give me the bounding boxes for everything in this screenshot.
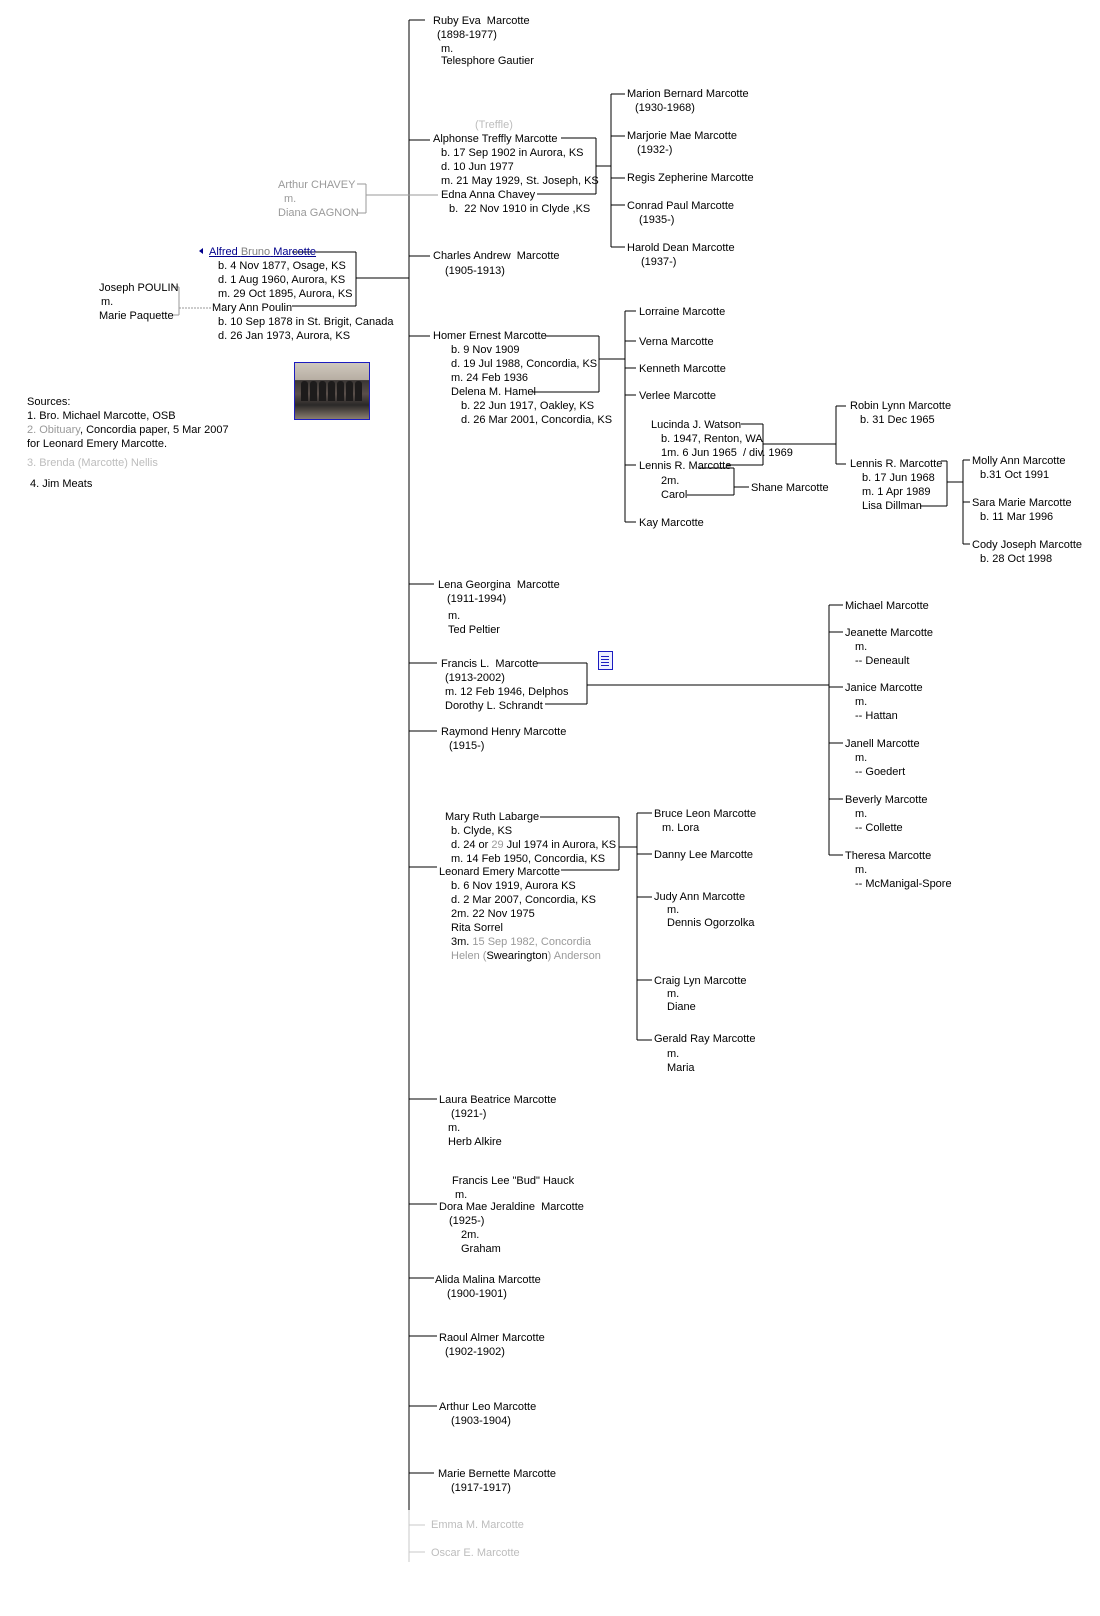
child-name: Oscar E. Marcotte	[431, 1547, 520, 1559]
family-photo-thumbnail[interactable]	[294, 362, 370, 420]
spouse-birth: b. 22 Jun 1917, Oakley, KS	[461, 400, 595, 412]
spouse-name: -- McManigal-Spore	[855, 878, 952, 890]
spouse-name: -- Hattan	[855, 710, 898, 722]
child-dates: (1905-1913)	[445, 265, 505, 277]
marriage-label: m.	[455, 1189, 468, 1201]
spouse-name: Rita Sorrel	[451, 922, 503, 934]
nickname: (Treffle)	[475, 119, 513, 131]
father-name-link[interactable]: Alfred Bruno Marcotte	[209, 246, 317, 258]
marriage-label: m.	[667, 988, 680, 1000]
child-dates: (1902-1902)	[445, 1346, 505, 1358]
marriage-date: m. 24 Feb 1936	[451, 372, 529, 384]
spouse-name: Diane	[667, 1001, 696, 1013]
marriage-label: m.	[441, 43, 454, 55]
spouse-name: Dennis Ogorzolka	[667, 917, 755, 929]
grandchild-dates: (1932-)	[637, 144, 673, 156]
marriage-label: m.	[855, 696, 868, 708]
grandparent-name: Joseph POULIN	[99, 282, 179, 294]
grandchild-name: Verna Marcotte	[639, 336, 714, 348]
child-birth: b. 6 Nov 1919, Aurora KS	[451, 880, 576, 892]
child-dates: (1915-)	[449, 740, 485, 752]
great-grandchild-name: Shane Marcotte	[751, 482, 829, 494]
marriage-label: m.	[667, 1048, 680, 1060]
spouse-birth: b. 22 Nov 1910 in Clyde ,KS	[449, 203, 591, 215]
spouse-birth: b. 1947, Renton, WA	[661, 433, 763, 445]
grandchild-name: Bruce Leon Marcotte	[654, 808, 757, 820]
spouse-name: Telesphore Gautier	[441, 55, 534, 67]
child-name: Ruby Eva Marcotte	[433, 15, 530, 27]
descendant-name: Sara Marie Marcotte	[972, 497, 1072, 509]
child-dates: (1911-1994)	[447, 593, 507, 605]
grandchild-name: Marion Bernard Marcotte	[627, 88, 749, 100]
child-death: d. 19 Jul 1988, Concordia, KS	[451, 358, 598, 370]
grandchild-name: Jeanette Marcotte	[845, 627, 934, 639]
marriage-date: 3m. 15 Sep 1982, Concordia	[451, 936, 592, 948]
sources-heading: Sources:	[27, 396, 71, 408]
descendant-name: Molly Ann Marcotte	[972, 455, 1066, 467]
spouse-birth: b. Clyde, KS	[451, 825, 513, 837]
grandchild-name: Lorraine Marcotte	[639, 306, 726, 318]
marriage-date: m. 12 Feb 1946, Delphos	[445, 686, 569, 698]
descendant-birth: b.31 Oct 1991	[980, 469, 1050, 481]
child-name: Alida Malina Marcotte	[435, 1274, 541, 1286]
spouse-name: -- Collette	[855, 822, 903, 834]
grandchild-name: Gerald Ray Marcotte	[654, 1033, 756, 1045]
child-name: Francis L. Marcotte	[441, 658, 539, 670]
great-grandchild-birth: b. 31 Dec 1965	[860, 414, 935, 426]
grandchild-name: Kenneth Marcotte	[639, 363, 726, 375]
grandchild-name: Kay Marcotte	[639, 517, 704, 529]
child-name: Marie Bernette Marcotte	[438, 1468, 556, 1480]
marriage-label: m.	[855, 641, 868, 653]
descendant-birth: b. 28 Oct 1998	[980, 553, 1053, 565]
in-law-name: Diana GAGNON	[278, 207, 359, 219]
grandchild-name: Regis Zepherine Marcotte	[627, 172, 754, 184]
spouse-name: -- Deneault	[855, 655, 910, 667]
child-name: Charles Andrew Marcotte	[433, 250, 560, 262]
grandchild-dates: (1935-)	[639, 214, 675, 226]
child-dates: (1903-1904)	[451, 1415, 511, 1427]
spouse-name: Ted Peltier	[448, 624, 500, 636]
marriage-label: m.	[448, 1122, 461, 1134]
source-item: for Leonard Emery Marcotte.	[27, 438, 168, 450]
source-item[interactable]: 3. Brenda (Marcotte) Nellis	[27, 457, 158, 469]
marriage-date: 1m. 6 Jun 1965 / div. 1969	[661, 447, 793, 459]
spouse-name: Maria	[667, 1062, 695, 1074]
child-death: d. 10 Jun 1977	[441, 161, 514, 173]
grandchild-name: Verlee Marcotte	[639, 390, 717, 402]
source-item: 1. Bro. Michael Marcotte, OSB	[27, 410, 176, 422]
grandparent-name: Marie Paquette	[99, 310, 174, 322]
spouse-name: Dorothy L. Schrandt	[445, 700, 543, 712]
in-law-marriage: m.	[284, 193, 297, 205]
child-name: Laura Beatrice Marcotte	[439, 1094, 557, 1106]
marriage-label: m.	[855, 752, 868, 764]
spouse-name: Francis Lee "Bud" Hauck	[452, 1175, 575, 1187]
in-law-name: Arthur CHAVEY	[278, 179, 356, 191]
grandchild-name: Conrad Paul Marcotte	[627, 200, 734, 212]
grandchild-name: Janell Marcotte	[845, 738, 920, 750]
child-name: Dora Mae Jeraldine Marcotte	[439, 1201, 584, 1213]
grandparent-marriage: m.	[101, 296, 114, 308]
source-item: 4. Jim Meats	[30, 478, 93, 490]
father-death: d. 1 Aug 1960, Aurora, KS	[218, 274, 346, 286]
child-name: Raymond Henry Marcotte	[441, 726, 567, 738]
grandchild-name: Craig Lyn Marcotte	[654, 975, 747, 987]
child-name: Emma M. Marcotte	[431, 1519, 524, 1531]
mother-name: Mary Ann Poulin	[212, 302, 293, 314]
grandchild-name: Lennis R. Marcotte	[639, 460, 732, 472]
great-grandchild-birth: b. 17 Jun 1968	[862, 472, 935, 484]
grandchild-name: Marjorie Mae Marcotte	[627, 130, 738, 142]
grandchild-name: Harold Dean Marcotte	[627, 242, 735, 254]
descendant-name: Cody Joseph Marcotte	[972, 539, 1083, 551]
spouse-name: Lisa Dillman	[862, 500, 922, 512]
child-name: Alphonse Treffly Marcotte	[433, 133, 558, 145]
great-grandchild-name: Robin Lynn Marcotte	[850, 400, 952, 412]
grandchild-dates: (1930-1968)	[635, 102, 695, 114]
child-dates: (1898-1977)	[437, 29, 497, 41]
child-dates: (1900-1901)	[447, 1288, 507, 1300]
child-dates: (1917-1917)	[451, 1482, 511, 1494]
document-icon[interactable]	[598, 651, 613, 670]
marriage-label: m.	[448, 610, 461, 622]
marriage-label: 2m.	[461, 1229, 480, 1241]
marriage-label: m.	[855, 864, 868, 876]
spouse-name: Edna Anna Chavey	[441, 189, 536, 201]
spouse-name: Herb Alkire	[448, 1136, 502, 1148]
grandchild-dates: (1937-)	[641, 256, 677, 268]
marriage-date: m. 14 Feb 1950, Concordia, KS	[451, 853, 606, 865]
child-dates: (1921-)	[451, 1108, 487, 1120]
left-arrow-icon[interactable]	[199, 248, 203, 254]
child-death: d. 2 Mar 2007, Concordia, KS	[451, 894, 596, 906]
child-dates: (1913-2002)	[445, 672, 505, 684]
spouse-name: Lucinda J. Watson	[651, 419, 742, 431]
spouse-death: d. 24 or 29 Jul 1974 in Aurora, KS	[451, 839, 617, 851]
grandchild-name: Beverly Marcotte	[845, 794, 928, 806]
spouse-name: Helen (Swearington) Anderson	[451, 950, 601, 962]
marriage-label: 2m.	[661, 475, 680, 487]
grandchild-name: Danny Lee Marcotte	[654, 849, 754, 861]
spouse-name: Delena M. Hamel	[451, 386, 536, 398]
child-name: Leonard Emery Marcotte	[439, 866, 561, 878]
child-name: Arthur Leo Marcotte	[439, 1401, 537, 1413]
spouse-name: m. Lora	[662, 822, 700, 834]
spouse-name: Graham	[461, 1243, 501, 1255]
mother-birth: b. 10 Sep 1878 in St. Brigit, Canada	[218, 316, 394, 328]
child-birth: b. 9 Nov 1909	[451, 344, 520, 356]
child-name: Raoul Almer Marcotte	[439, 1332, 545, 1344]
spouse-death: d. 26 Mar 2001, Concordia, KS	[461, 414, 613, 426]
great-grandchild-name: Lennis R. Marcotte	[850, 458, 943, 470]
grandchild-name: Michael Marcotte	[845, 600, 929, 612]
marriage-date: 2m. 22 Nov 1975	[451, 908, 535, 920]
grandchild-name: Judy Ann Marcotte	[654, 891, 746, 903]
father-birth: b. 4 Nov 1877, Osage, KS	[218, 260, 346, 272]
child-name: Homer Ernest Marcotte	[433, 330, 547, 342]
marriage-date: m. 1 Apr 1989	[862, 486, 931, 498]
marriage-label: m.	[855, 808, 868, 820]
marriage-label: m.	[667, 904, 680, 916]
grandchild-name: Theresa Marcotte	[845, 850, 932, 862]
marriage-date: m. 21 May 1929, St. Joseph, KS	[441, 175, 599, 187]
spouse-name: -- Goedert	[855, 766, 906, 778]
descendant-birth: b. 11 Mar 1996	[980, 511, 1054, 523]
child-name: Lena Georgina Marcotte	[438, 579, 560, 591]
child-birth: b. 17 Sep 1902 in Aurora, KS	[441, 147, 584, 159]
spouse-name: Mary Ruth Labarge	[445, 811, 540, 823]
child-dates: (1925-)	[449, 1215, 485, 1227]
grandchild-name: Janice Marcotte	[845, 682, 923, 694]
mother-death: d. 26 Jan 1973, Aurora, KS	[218, 330, 351, 342]
spouse-name: Carol	[661, 489, 688, 501]
source-item[interactable]: 2. Obituary, Concordia paper, 5 Mar 2007	[27, 424, 229, 436]
marriage-date: m. 29 Oct 1895, Aurora, KS	[218, 288, 353, 300]
